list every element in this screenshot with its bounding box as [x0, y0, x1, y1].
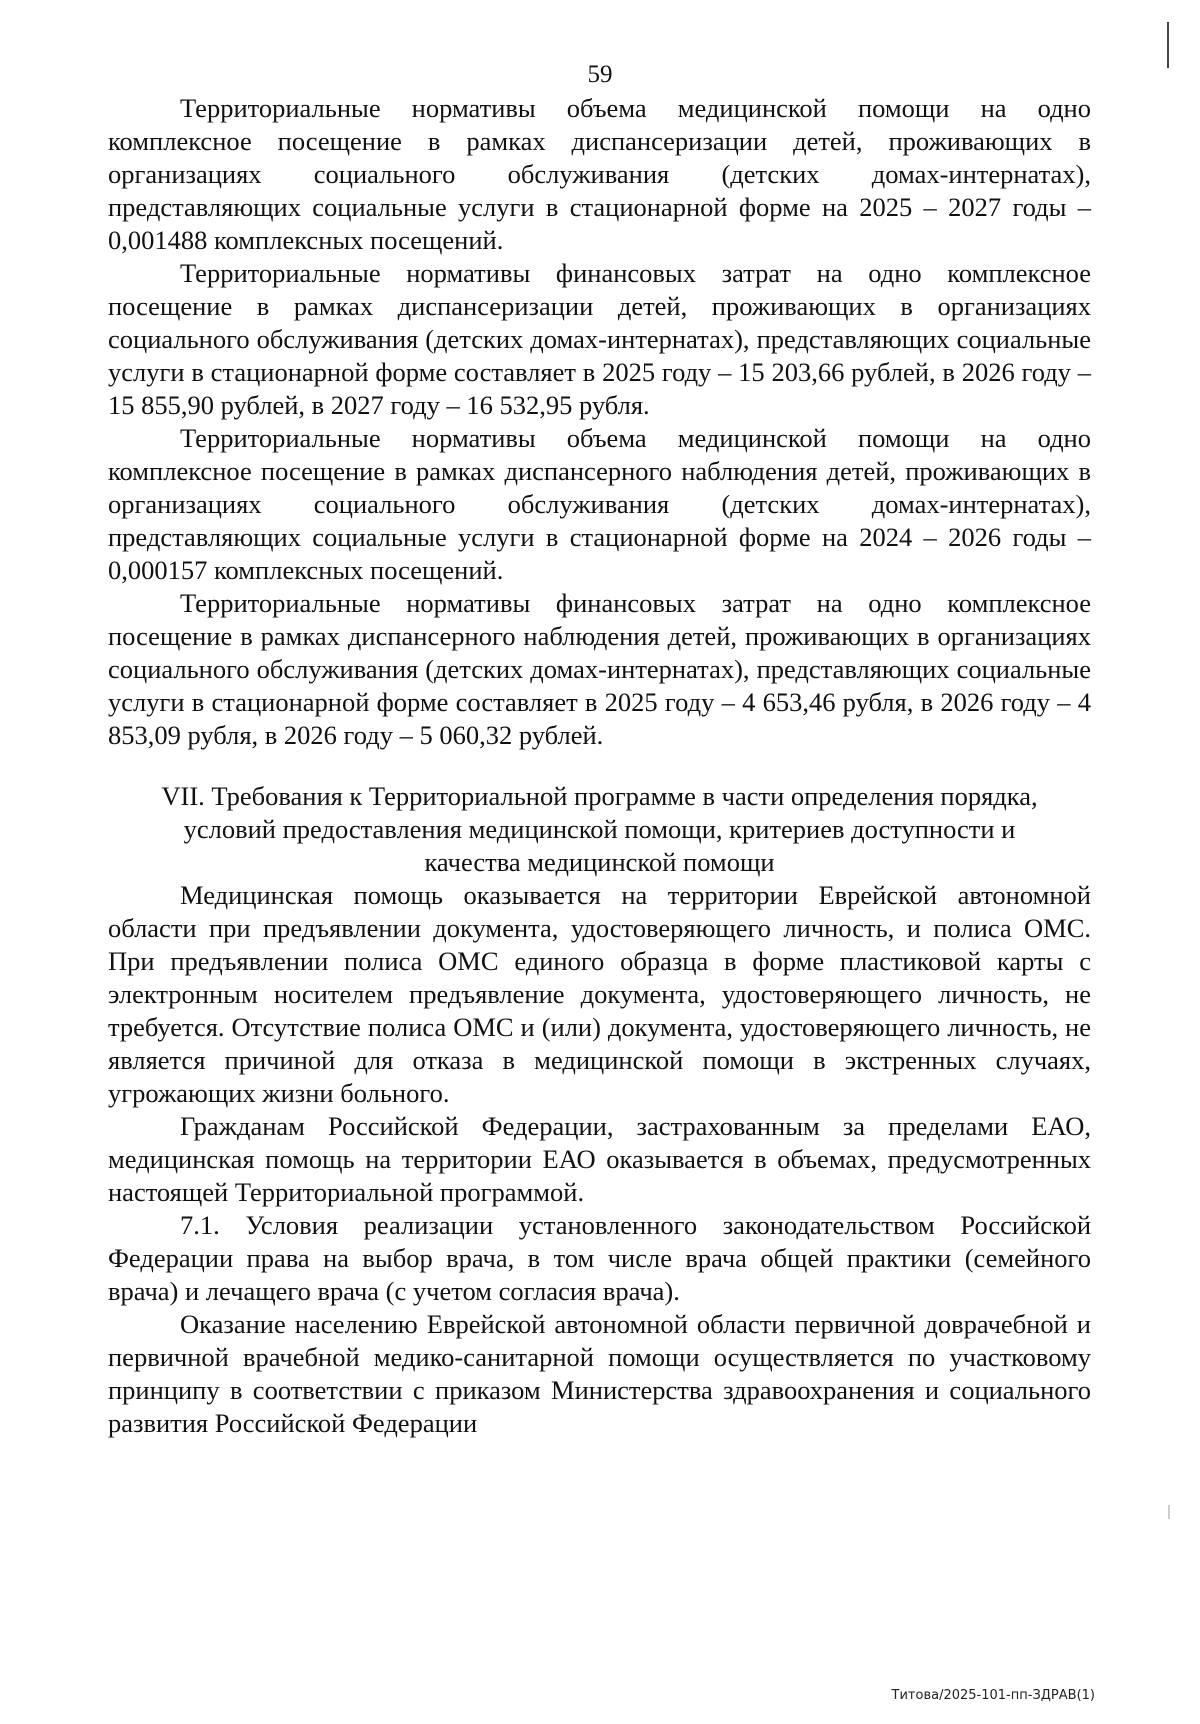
paragraph: Территориальные нормативы объема медицинской помощи на одно комплексное посещение в рамках диспансерного наблюдения детей, проживающих в организациях социального обслуживания (детских домах-интернатах), представляющих социальные услуги в стационарной форме на 2024 – 2026 годы – 0,000157 комплексных посещений.: [108, 423, 1091, 585]
document-id-footer: Титова/2025-101-пп-ЗДРАВ(1): [891, 1688, 1095, 1703]
scan-edge-mark: [1168, 1505, 1170, 1519]
section-heading-line: качества медицинской помощи: [424, 847, 775, 877]
document-body: [108, 92, 1091, 1440]
paragraph: 7.1. Условия реализации установленного законодательством Российской Федерации права на выбор врача, в том числе врача общей практики (семейного врача) и лечащего врача (с учетом согласия врача).: [108, 1210, 1091, 1306]
paragraph: Территориальные нормативы финансовых затрат на одно комплексное посещение в рамках диспансеризации детей, проживающих в организациях социального обслуживания (детских домах-интернатах), представляющих социальные услуги в стационарной форме составляет в 2025 году – 15 203,66 рублей, в 2026 году – 15 855,90 рублей, в 2027 году – 16 532,95 рубля.: [108, 258, 1091, 420]
section-heading-line: VII. Требования к Территориальной программе в части определения порядка,: [161, 781, 1038, 811]
paragraph: Территориальные нормативы объема медицинской помощи на одно комплексное посещение в рамках диспансеризации детей, проживающих в организациях социального обслуживания (детских домах-интернатах), представляющих социальные услуги в стационарной форме на 2025 – 2027 годы – 0,001488 комплексных посещений.: [108, 93, 1091, 255]
paragraph: Территориальные нормативы финансовых затрат на одно комплексное посещение в рамках диспансерного наблюдения детей, проживающих в организациях социального обслуживания (детских домах-интернатах), представляющих социальные услуги в стационарной форме составляет в 2025 году – 4 653,46 рубля, в 2026 году – 4 853,09 рубля, в 2026 году – 5 060,32 рублей.: [108, 588, 1091, 750]
section-heading-line: условий предоставления медицинской помощи, критериев доступности и: [183, 814, 1016, 844]
paragraph: Гражданам Российской Федерации, застрахованным за пределами ЕАО, медицинская помощь на территории ЕАО оказывается в объемах, предусмотренных настоящей Территориальной программой.: [108, 1111, 1091, 1207]
paragraph: Оказание населению Еврейской автономной области первичной доврачебной и первичной врачебной медико-санитарной помощи осуществляется по участковому принципу в соответствии с приказом Министерства здравоохранения и социального развития Российской Федерации: [108, 1309, 1091, 1438]
paragraph: Медицинская помощь оказывается на территории Еврейской автономной области при предъявлении документа, удостоверяющего личность, и полиса ОМС. При предъявлении полиса ОМС единого образца в форме пластиковой карты с электронным носителем предъявление документа, удостоверяющего личность, не требуется. Отсутствие полиса ОМС и (или) документа, удостоверяющего личность, не является причиной для отказа в медицинской помощи в экстренных случаях, угрожающих жизни больного.: [108, 880, 1091, 1108]
page-number: 59: [587, 61, 613, 88]
section-heading: [108, 780, 1091, 879]
